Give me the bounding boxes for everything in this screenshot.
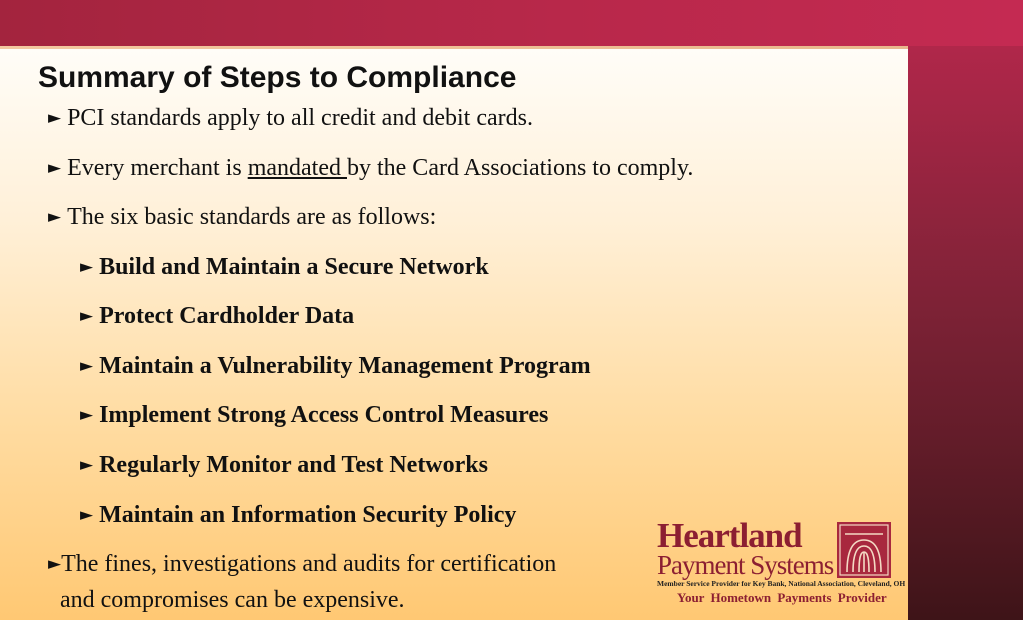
logo-tagline: Your Hometown Payments Provider	[677, 590, 887, 605]
bullet-merchant-mandate	[48, 154, 693, 184]
bullet-arrow-icon: ►	[80, 455, 94, 475]
standard-label: Build and Maintain a Secure Network	[99, 254, 489, 280]
standard-item	[80, 352, 591, 382]
standard-item	[80, 451, 488, 481]
bullet-arrow-icon: ►	[80, 306, 94, 326]
right-sidebar-panel	[908, 46, 1023, 620]
closing-bullet-continuation	[60, 586, 405, 614]
bullet-arrow-icon: ►	[80, 405, 94, 425]
bullet-pci-scope	[48, 104, 533, 134]
logo-wordmark-heartland: Heartland	[657, 516, 802, 555]
bullet-arrow-icon: ►	[80, 505, 94, 525]
bullet-arrow-icon: ►	[48, 554, 62, 574]
closing-bullet	[48, 550, 556, 580]
closing-line-1: The fines, investigations and audits for certification	[61, 551, 557, 577]
standard-label: Regularly Monitor and Test Networks	[99, 452, 488, 478]
standard-item	[80, 501, 516, 531]
heartland-mark-icon	[837, 522, 891, 578]
bullet-arrow-icon: ►	[48, 108, 62, 128]
standard-item	[80, 401, 548, 431]
bullet-text-pre: Every merchant is	[67, 155, 248, 181]
heartland-logo	[655, 516, 906, 612]
logo-subline: Member Service Provider for Key Bank, National Association, Cleveland, OH	[657, 579, 906, 588]
bullet-arrow-icon: ►	[48, 158, 62, 178]
bullet-text-post: by the Card Associations to comply.	[346, 155, 694, 181]
closing-line-2: and compromises can be expensive.	[60, 587, 405, 613]
top-banner	[0, 0, 1023, 46]
bullet-text-underlined: mandated	[247, 155, 347, 181]
bullet-text: The six basic standards are as follows:	[67, 204, 437, 230]
standard-label: Protect Cardholder Data	[99, 303, 355, 329]
bullet-text: PCI standards apply to all credit and debit cards.	[67, 105, 533, 131]
bullet-arrow-icon: ►	[80, 356, 94, 376]
standard-item	[80, 253, 489, 283]
standard-item	[80, 302, 354, 332]
standard-label: Implement Strong Access Control Measures	[99, 402, 549, 428]
slide-title: Summary of Steps to Compliance	[38, 61, 517, 94]
standard-label: Maintain a Vulnerability Management Program	[99, 353, 591, 379]
logo-wordmark-payment-systems: Payment Systems	[657, 550, 834, 580]
bullet-arrow-icon: ►	[48, 207, 62, 227]
bullet-arrow-icon: ►	[80, 257, 94, 277]
standard-label: Maintain an Information Security Policy	[99, 502, 517, 528]
bullet-six-standards	[48, 203, 436, 233]
